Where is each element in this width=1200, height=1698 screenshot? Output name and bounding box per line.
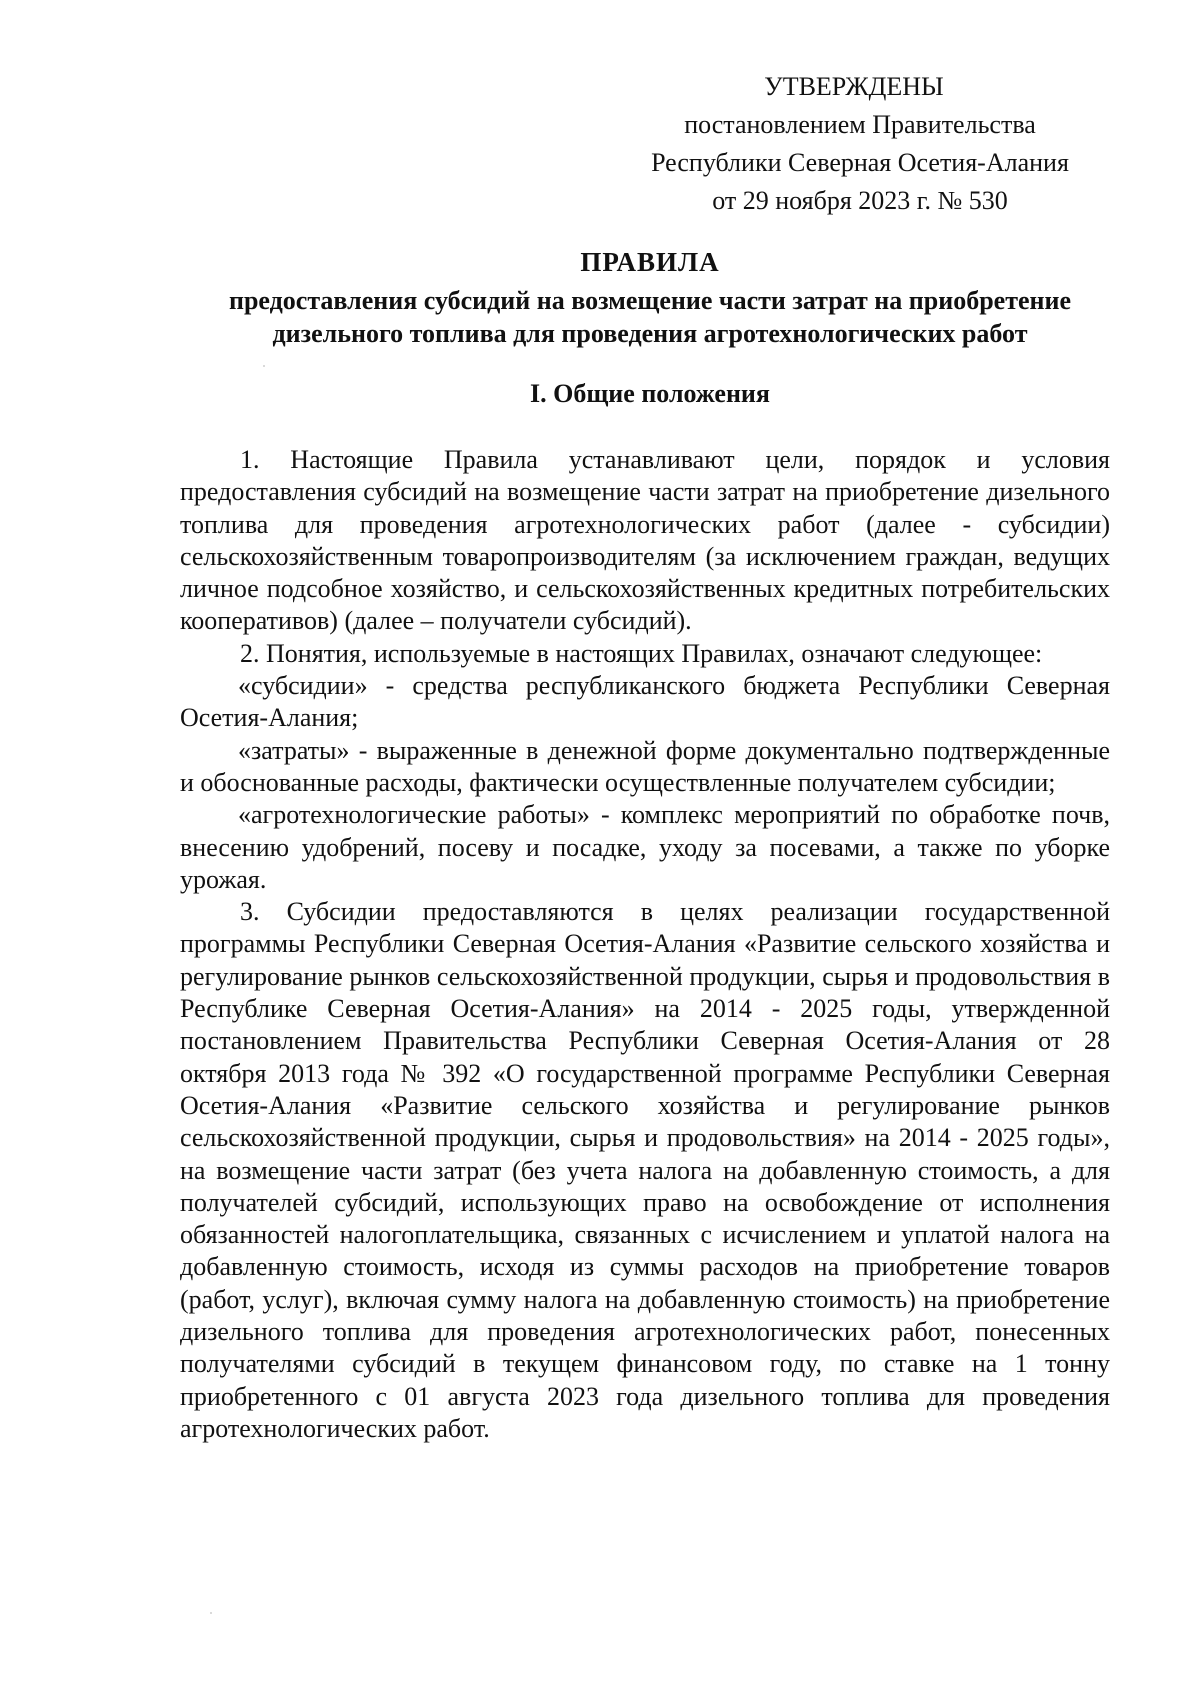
section-heading: I. Общие положения xyxy=(530,379,770,408)
definition-costs: «затраты» - выраженные в денежной форме документально подтвержденные и обоснованные расходы, фактически осуществленные получателем субсидии; xyxy=(180,735,1110,797)
definition-agrotech-works: «агротехнологические работы» - комплекс мероприятий по обработке почв, внесению удобрений, посеву и посадке, уходу за посевами, а также по уборке урожая. xyxy=(180,800,1110,894)
paragraph-2: 2. Понятия, используемые в настоящих Правилах, означают следующее: xyxy=(240,638,1043,668)
approval-stamp-block xyxy=(620,68,1100,220)
scan-speck xyxy=(263,365,265,367)
approval-resolution-line: постановлением Правительства xyxy=(684,110,1036,139)
paragraph-1: 1. Настоящие Правила устанавливают цели, порядок и условия предоставления субсидий на возмещение части затрат на приобретение дизельного топлива для проведения агротехнологических работ (далее - субсидии) сельскохозяйственным товаропроизводителям (за исключением граждан, ведущих личное подсобное хозяйство, и сельскохозяйственных кредитных потребительских кооперативов) (далее – получатели субсидий). xyxy=(180,445,1110,636)
scan-speck xyxy=(210,1612,212,1614)
definition-subsidies: «субсидии» - средства республиканского бюджета Республики Северная Осетия-Алания; xyxy=(180,671,1110,733)
document-subtitle-line-2: дизельного топлива для проведения агротехнологических работ xyxy=(272,319,1028,348)
approval-date-number-line: от 29 ноября 2023 г. № 530 xyxy=(712,186,1008,215)
document-body xyxy=(180,444,1110,1445)
document-subtitle-line-1: предоставления субсидий на возмещение части затрат на приобретение xyxy=(228,286,1072,315)
approval-government-line: Республики Северная Осетия-Алания xyxy=(651,148,1069,177)
approval-heading: УТВЕРЖДЕНЫ xyxy=(764,72,944,101)
document-title: ПРАВИЛА xyxy=(580,247,720,277)
document-title-block xyxy=(170,246,1130,350)
paragraph-3: 3. Субсидии предоставляются в целях реализации государственной программы Республики Северная Осетия-Алания «Развитие сельского хозяйства и регулирование рынков сельскохозяйственной продукции, сырья и продовольствия в Республике Северная Осетия-Алания» на 2014 - 2025 годы, утвержденной постановлением Правительства Республики Северная Осетия-Алания от 28 октября 2013 года № 392 «О государственной программе Республики Северная Осетия-Алания «Развитие сельского хозяйства и регулирование рынков сельскохозяйственной продукции, сырья и продовольствия» на 2014 - 2025 годы», на возмещение части затрат (без учета налога на добавленную стоимость, а для получателей субсидий, использующих право на освобождение от исполнения обязанностей налогоплательщика, связанных с исчислением и уплатой налога на добавленную стоимость, исходя из суммы расходов на приобретение товаров (работ, услуг), включая сумму налога на добавленную стоимость) на приобретение дизельного топлива для проведения агротехнологических работ, понесенных получателями субсидий в текущем финансовом году, по ставке на 1 тонну приобретенного с 01 августа 2023 года дизельного топлива для проведения агротехнологических работ. xyxy=(180,897,1110,1443)
